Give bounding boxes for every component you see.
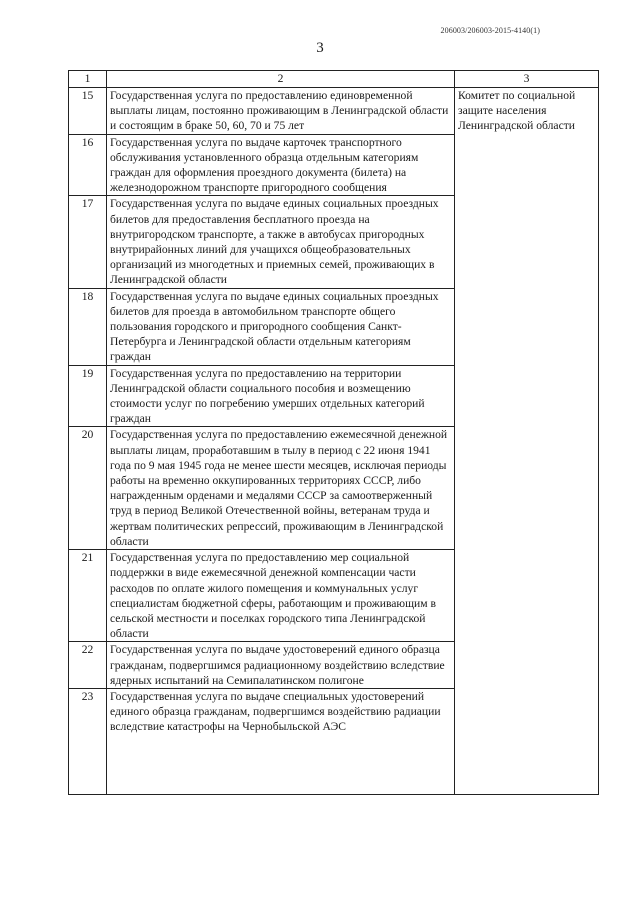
table-header-row xyxy=(69,71,599,88)
row-number: 18 xyxy=(69,288,107,365)
service-description: Государственная услуга по предоставлению единовременной выплаты лицам, постоянно проживающим в Ленинградской области и состоящим в браке 50, 60, 70 и 75 лет xyxy=(107,88,455,135)
table-row xyxy=(69,88,599,135)
row-number: 17 xyxy=(69,196,107,288)
row-number: 16 xyxy=(69,134,107,196)
service-description: Государственная услуга по предоставлению мер социальной поддержки в виде ежемесячной денежной компенсации части расходов по оплате жилого помещения и коммунальных услуг специалистам бюджетной сферы, работающим и проживающим в сельской местности и поселках городского типа Ленинградской области xyxy=(107,550,455,642)
header-col-2: 2 xyxy=(107,71,455,88)
service-description: Государственная услуга по выдаче специальных удостоверений единого образца гражданам, подвергшимся воздействию радиации вследствие катастрофы на Чернобыльской АЭС xyxy=(107,688,455,794)
header-col-1: 1 xyxy=(69,71,107,88)
document-id: 206003/206003-2015-4140(1) xyxy=(440,26,540,35)
services-table xyxy=(68,70,599,795)
service-description: Государственная услуга по предоставлению ежемесячной денежной выплаты лицам, проработавшим в тылу в период с 22 июня 1941 года по 9 мая 1945 года не менее шести месяцев, исключая периоды работы на временно оккупированных территориях СССР, либо награжденным орденами и медалями СССР за самоотверженный труд в период Великой Отечественной войны, ветеранам труда и жертвам политических репрессий, проживающим в Ленинградской области xyxy=(107,427,455,550)
header-col-3: 3 xyxy=(455,71,599,88)
service-description: Государственная услуга по выдаче единых социальных проездных билетов для проезда в автомобильном транспорте общего пользования городского и пригородного сообщения Санкт-Петербурга и Ленинградской области отдельным категориям граждан xyxy=(107,288,455,365)
service-description: Государственная услуга по выдаче карточек транспортного обслуживания установленного образца отдельным категориям граждан для оформления проездного документа (билета) на железнодорожном транспорте пригородного сообщения xyxy=(107,134,455,196)
row-number: 22 xyxy=(69,642,107,689)
row-number: 15 xyxy=(69,88,107,135)
row-number: 23 xyxy=(69,688,107,794)
service-description: Государственная услуга по выдаче удостоверений единого образца гражданам, подвергшимся радиационному воздействию вследствие ядерных испытаний на Семипалатинском полигоне xyxy=(107,642,455,689)
responsible-committee: Комитет по социальной защите населения Ленинградской области xyxy=(455,88,599,795)
row-number: 21 xyxy=(69,550,107,642)
service-description: Государственная услуга по выдаче единых социальных проездных билетов для предоставления бесплатного проезда на внутригородском транспорте, а также в автобусах пригородных внутрирайонных линий для учащихся общеобразовательных организаций из многодетных и приемных семей, проживающих в Ленинградской области xyxy=(107,196,455,288)
page-number: 3 xyxy=(316,40,324,56)
row-number: 19 xyxy=(69,365,107,427)
service-description: Государственная услуга по предоставлению на территории Ленинградской области социального пособия и возмещению стоимости услуг по погребению умерших отдельных категорий граждан xyxy=(107,365,455,427)
row-number: 20 xyxy=(69,427,107,550)
